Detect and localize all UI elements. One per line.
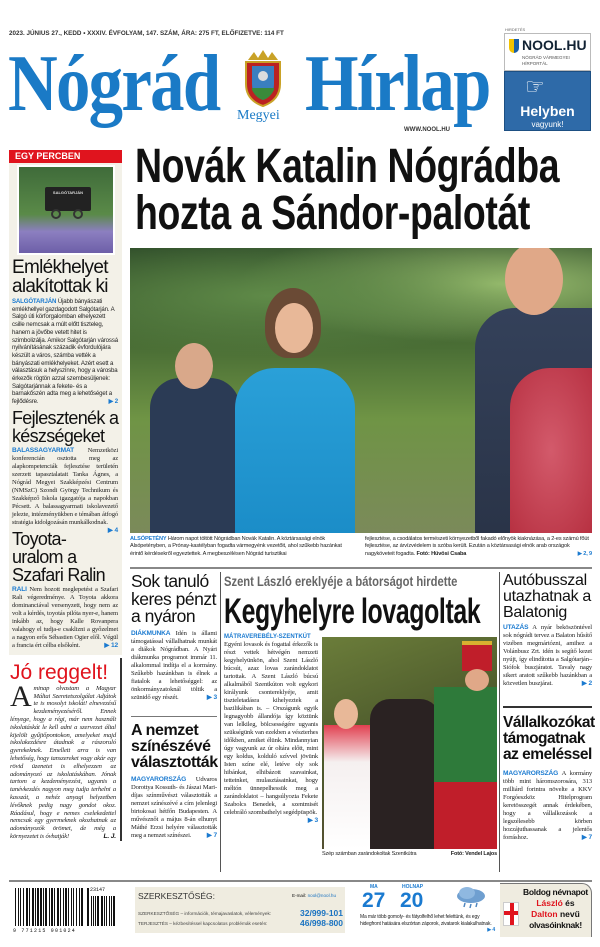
- barcode-bar: [15, 888, 16, 926]
- story-title: Autóbusszal utazhatnak a Balatonig: [503, 572, 592, 621]
- article-text: Nem hozott meglepetést a Szafari Rali végeredménye. A Toyota akkora dominanciával versenyzett, hogy nem az volt a kérdés, toyotás pilóta nyer-e, hanem inkább az, hogy Kalle Rovanpera valahogy el tudja-e csaklizni a győzelmet a nagyon erős Sébastien Ogier elől. Végül a francia ért célba elsőként.: [12, 585, 118, 649]
- hussar-figure: [434, 687, 497, 782]
- kicker: SALGÓTARJÁN: [12, 298, 57, 305]
- county-crest-icon: [240, 50, 286, 108]
- barcode-bar: [93, 896, 94, 926]
- contact-phone[interactable]: 32/999-101: [300, 908, 344, 918]
- barcode-bar: [35, 888, 36, 926]
- contact-row: [138, 919, 343, 928]
- divider: [9, 880, 592, 882]
- gift-icon: [503, 902, 519, 926]
- editorial-title: SZERKESZTŐSÉG:: [138, 891, 215, 901]
- photo-credit: Fotó: Vendel Lajos: [450, 851, 497, 857]
- story-title: Vállalkozókat támogatnak az emeléssel: [503, 714, 595, 763]
- kicker: MAGYARORSZÁG: [503, 770, 559, 778]
- barcode-bar: [57, 888, 59, 926]
- barcode-bar: [49, 888, 50, 926]
- lead-headline: [135, 140, 560, 240]
- barcode-bar: [43, 888, 44, 926]
- column-title: Jó reggelt!: [10, 660, 109, 684]
- sidebar-briefs: [9, 150, 122, 655]
- email-label: [292, 893, 336, 899]
- story-column-left: [131, 573, 218, 840]
- kicker: RALI: [12, 585, 27, 593]
- barcode-bar: [54, 888, 55, 926]
- dateline: 2023. JÚNIUS 27., KEDD • XXXIV. ÉVFOLYAM, 147. SZÁM, ÁRA: 275 FT, ELŐFIZETVE: 114 FT: [9, 30, 284, 37]
- page-ref[interactable]: ▶ 7: [581, 834, 592, 842]
- divider: [503, 706, 592, 708]
- divider: [131, 716, 217, 717]
- section-label: EGY PERCBEN: [9, 150, 122, 163]
- barcode-bar: [40, 888, 42, 926]
- contact-label: TERJESZTÉS – kézbesítéssel kapcsolatos problémák esetén:: [138, 921, 268, 926]
- column-text: minap olvastam a Magyar Máltai Szeretetszolgálat Adjátok te is mosolyt iskolát! elnevezésű kezdeményezéséről. Ennek lényege, hogy a régi, már nem használt iskolatáskát le kell adni a szervezet által kijelölt gyűjtőpontokon, amelyeket majd iskolakezdésre átadnak a rászoruló gyerekeknek. Emellett arra is van lehetőség, hogy tanszereket vagy akár egy rövid üzenetet is elhelyezzen az adományozó az iskolatáskában. Jónak tartom a kezdeményezést, ugyanis a tanévkezdés nagyon meg tudja terhelni a kasszát, a nehéz anyagi helyzetben lévőknek pedig nagy gondot okoz. Ráadásul, hogy e nemes cselekedettel nemcsak egy gyermeknek okozhatnak az adományozók örömet, de még a környezetet is óvhatják!: [10, 684, 116, 840]
- barcode-bar: [106, 896, 107, 926]
- nool-brand: NOOL.HU: [522, 37, 587, 53]
- story-text: A kormány több mint háromszorosára, 313 milliárd forintra növelte a KKV Forgóeszköz Hitelprogram keretösszegét annak érdekében, hogy a vállalkozások a legszélesebb körben hozzájuthassanak a jelentős forráshoz.: [503, 770, 593, 842]
- nool-ad[interactable]: [504, 33, 591, 71]
- divider: [220, 572, 221, 872]
- story-body: [224, 641, 318, 824]
- barcode-bar: [109, 896, 110, 926]
- today-label: MA: [370, 884, 378, 890]
- ad-label: HIRDETÉS: [505, 27, 526, 32]
- pointing-hand-icon: ☞: [525, 74, 545, 99]
- barcode-number: 9 771215 901024: [13, 928, 77, 934]
- email-link[interactable]: nool@nool.hu: [307, 893, 336, 898]
- morning-column: [9, 658, 122, 841]
- story-text: Udvaros Dorottya Kossuth- és Jászai Mari-díjas színművészt választották a nemzet színészévé a cím jelenlegi birtokosai hétfőn Budapesten. A művésznőt a május 8-án elhunyt Máthé Erzsi helyére választották meg a nemzet színészei.: [131, 776, 217, 840]
- kicker: MAGYARORSZÁG: [131, 776, 187, 784]
- barcode-bar: [97, 896, 99, 926]
- masthead-hirlap: Hírlap: [305, 40, 490, 128]
- president-figure: [235, 368, 355, 533]
- caption-text: Szép számban zarándokoltak Szentkútra: [322, 851, 417, 857]
- nameday-line: olvasóinknak!: [529, 920, 582, 930]
- column-body: [10, 679, 116, 841]
- divider: [130, 567, 592, 569]
- headline-line: Novák Katalin Nógrádba: [135, 140, 560, 193]
- memorial-photo: [17, 165, 115, 255]
- page-ref[interactable]: ▶ 2: [581, 680, 592, 687]
- page-ref[interactable]: ▶ 7: [206, 832, 217, 840]
- barcode-bar: [79, 888, 80, 926]
- barcode-bar: [91, 896, 92, 926]
- shield-icon: [509, 39, 519, 53]
- weather-text: [360, 914, 495, 934]
- barcode: [15, 888, 118, 926]
- page-ref[interactable]: ▶ 12: [104, 641, 118, 649]
- story-body: [131, 776, 217, 840]
- masthead-nograd: Nógrád: [8, 40, 220, 128]
- story-text: A nyár beköszöntével sok nógrádi tervez a Balaton hűsítő vizében megmártózni, amihez a Volánbusz Zrt. idén is segítő kezet nyújt, így elindította a Salgótarján–Siófok buszjáratot. Tavaly nagy sikert aratott szűkebb hazánkban a közvetlen buszjárat.: [503, 624, 592, 687]
- barcode-bar: [18, 888, 19, 926]
- nameday-box: [500, 883, 592, 937]
- lead-caption-1: [130, 536, 355, 558]
- tomorrow-label: HOLNAP: [402, 884, 424, 890]
- barcode-bar: [45, 888, 47, 926]
- barcode-bar: [76, 888, 77, 926]
- article-text: Újabb bányászati emlékhellyel gazdagodott Salgótarján. A Salgó úti körforgalomban elhelyezett csille nemcsak a múlt előtt tiszteleg, hanem a jövőbe vetett hitet is szimbolizálja. Amikor Salgótarján várossá nyilvánításának századik évfordulójára készült a város, számba vették a bányászati emlékhelyeket. Azért esett a választásuk a helyszínre, hogy a városba érkezők rögtön azzal szembesüljenek: Salgótarjánnak a fekete- és a barnakőszén adta meg a lehetőséget a fejlődésre.: [12, 298, 118, 406]
- story-column-right: [503, 573, 598, 842]
- crest-label: Megyei: [237, 108, 280, 123]
- today-temp: 27: [362, 889, 386, 912]
- article-title: Fejlesztenék a készségeket: [12, 407, 119, 446]
- page-ref[interactable]: ▶ 4: [487, 927, 495, 933]
- story-column-middle: [224, 633, 318, 825]
- barcode-bar: [51, 888, 53, 926]
- divider: [499, 572, 500, 872]
- barcode-bar: [101, 896, 103, 926]
- caption-text: fejlesztése, a csodálatos természeti környezetből fakadó előnyök kiaknázása, a 2-es számú főút fejlesztése, az árvízvédelem is szóba került. Ezután a köztársasági elnök arab országok nagyköveteit fogadta.: [365, 536, 589, 557]
- contact-row: [138, 909, 343, 918]
- contact-label: SZERKESZTŐSÉG – információk, témajavaslatok, vélemények:: [138, 911, 272, 916]
- barcode-bar: [29, 888, 30, 926]
- page-ref[interactable]: ▶ 2: [108, 398, 118, 406]
- lead-caption-2: [365, 536, 592, 558]
- article-body: [12, 586, 118, 650]
- horse-figure: [370, 699, 440, 849]
- barcode-bar: [65, 888, 67, 926]
- kicker: ALSÓPETÉNY: [130, 536, 167, 542]
- story-supertitle: Szent László ereklyéje a bátorságot hirdette: [224, 573, 458, 589]
- story-text: Egyéni lovasok és fogattal érkezők is részt vettek hétvégén nemzeti kegyhelyünkön, ahol Szent László búcsút, azaz lovas zarándoklatot tartottak. A Szent László búcsú alkalmából Szentkúton volt egykori királyunk csontereklyéje, amit tiszteletadásra kihelyeztek a bazilikában is. – Országunk egyik legnagyobb állandója így köztünk van lelkileg, bölcsességére ugyanis szükségünk van ezekben a vészterhes időkben, amiket élünk. Mindannyian úgy vagyunk az úr oltára előtt, mint egy koldus, kolduló szívvel jövünk Isten színe elé, letéve oly sok hibánkat, elhibázott szavainkat, tetteinket, mulasztásainkat, hogy méltón ünnepelhessük meg a zarándoklatot – hangsúlyozta Fekete Szabolcs Benedek, a szentmisét celebráló szombathelyi segédpüspök.: [224, 641, 318, 816]
- sidebar: [9, 150, 122, 841]
- page-ref[interactable]: ▶ 3: [206, 693, 217, 701]
- page-ref[interactable]: ▶ 2, 9: [577, 550, 592, 557]
- page-ref[interactable]: ▶ 4: [107, 526, 118, 534]
- contact-phone[interactable]: 46/998-800: [300, 918, 344, 928]
- website-link[interactable]: WWW.NOOL.HU: [404, 127, 450, 133]
- barcode-bar: [20, 888, 21, 926]
- barcode-bar: [23, 888, 24, 926]
- barcode-bar: [60, 888, 61, 926]
- dropcap: A: [10, 679, 32, 713]
- story-title: Kegyhelyre lovagoltak: [224, 592, 481, 631]
- lead-photo: [130, 248, 592, 533]
- article-text: Nemzetközi konferencián osztotta meg az alapkompetenciák fejlesztése területén szerzett tapasztalatait Tanka Ágnes, a Nógrád Megyei Szakképzési Centrum (NMSzC) Szondi György Technikum és Szakképző Iskola igazgatója a napokban Pécsett. A balassagyarmati iskolavezető jelezte, intézményükben e témában átfogó stratégia kidolgozásán munkálkodnak.: [12, 446, 118, 526]
- mine-cart: [45, 187, 91, 211]
- kicker: MÁTRAVEREBÉLY-SZENTKÚT: [224, 634, 311, 640]
- tomorrow-temp: 20: [400, 889, 424, 912]
- nameday-name: Dalton: [531, 909, 558, 919]
- barcode-bar: [68, 888, 69, 926]
- helyben-ad[interactable]: [504, 71, 591, 131]
- story-text: Idén is állami támogatással vállalhatnak munkát a diákok Nógrádban. A Nyári diákmunka programot immár 11. alkalommal indítja el a kormány. Szűkebb hazánkban is élnek a fiatalok a lehetőséggel: az önkormányzatoknál töltik a szünidő egy részét.: [131, 629, 217, 701]
- article-title: Toyota-uralom a Szafari Ralin: [12, 528, 105, 585]
- caption-text: Három napot töltött Nógrádban Novák Katalin. A köztársasági elnök Alsópetényben, a Prónay-kastélyban fogadta vármegyénk vezetőit, ahol szűkebb hazánkat érintő kérdésekről egyeztettek. A megbeszélésen Nógrád turisztikai: [130, 536, 342, 557]
- kicker: DIÁKMUNKA: [131, 629, 171, 637]
- email-label-text: E-mail:: [292, 893, 307, 898]
- page-ref[interactable]: ▶ 3: [307, 817, 318, 824]
- photo-credit: Fotó: Hüvösi Csaba: [416, 550, 467, 557]
- barcode-bar: [26, 888, 28, 926]
- barcode-bar: [95, 896, 96, 926]
- headline-line: hozta a Sándor-palotát: [135, 187, 530, 240]
- signature: L. J.: [103, 832, 116, 840]
- barcode-bar: [37, 888, 39, 926]
- barcode-bar: [87, 888, 89, 926]
- story-title: Sok tanuló keres pénzt a nyáron: [131, 571, 216, 626]
- barcode-bar: [113, 896, 115, 926]
- barcode-issue: 23147: [90, 887, 106, 893]
- article-body: [12, 446, 118, 534]
- rain-cloud-icon: [455, 886, 487, 910]
- cart-sign: SALGÓTARJÁN: [52, 190, 84, 195]
- nameday-line: Boldog névnapot: [523, 887, 588, 897]
- nameday-line: nevű: [559, 909, 580, 919]
- slogan-helyben: Helyben: [520, 103, 575, 119]
- barcode-bar: [71, 888, 72, 926]
- story-body: [503, 624, 592, 688]
- kicker: BALASSAGYARMAT: [12, 446, 75, 454]
- story-body: [131, 630, 217, 702]
- article-title: Emlékhelyet alakítottak ki: [12, 257, 108, 297]
- barcode-bar: [111, 896, 112, 926]
- slogan-vagyunk: vagyunk!: [531, 120, 564, 129]
- nameday-name: László: [536, 898, 563, 908]
- forecast: Ma már több gomoly- és fátyolfelhő lehet felettünk, és egy hidegfront hatására elszórtan záporok, zivatarok kialakulhatnak.: [360, 914, 492, 927]
- nameday-and: és: [565, 898, 575, 908]
- pilgrimage-photo: [322, 637, 497, 849]
- barcode-bar: [104, 896, 105, 926]
- barcode-bar: [63, 888, 64, 926]
- article-body: [12, 298, 118, 406]
- barcode-bar: [81, 888, 83, 926]
- person-left: [150, 378, 240, 533]
- barcode-bar: [32, 888, 34, 926]
- nool-subtitle: NÓGRÁD VÁRMEGYEI HÍRPORTÁL: [522, 55, 570, 66]
- story-title: A nemzet színészévé választották: [131, 721, 218, 772]
- story-body: [503, 770, 592, 842]
- barcode-bar: [73, 888, 74, 926]
- weather: [360, 884, 495, 942]
- kicker: UTAZÁS: [503, 624, 529, 631]
- photo-caption: [322, 851, 497, 858]
